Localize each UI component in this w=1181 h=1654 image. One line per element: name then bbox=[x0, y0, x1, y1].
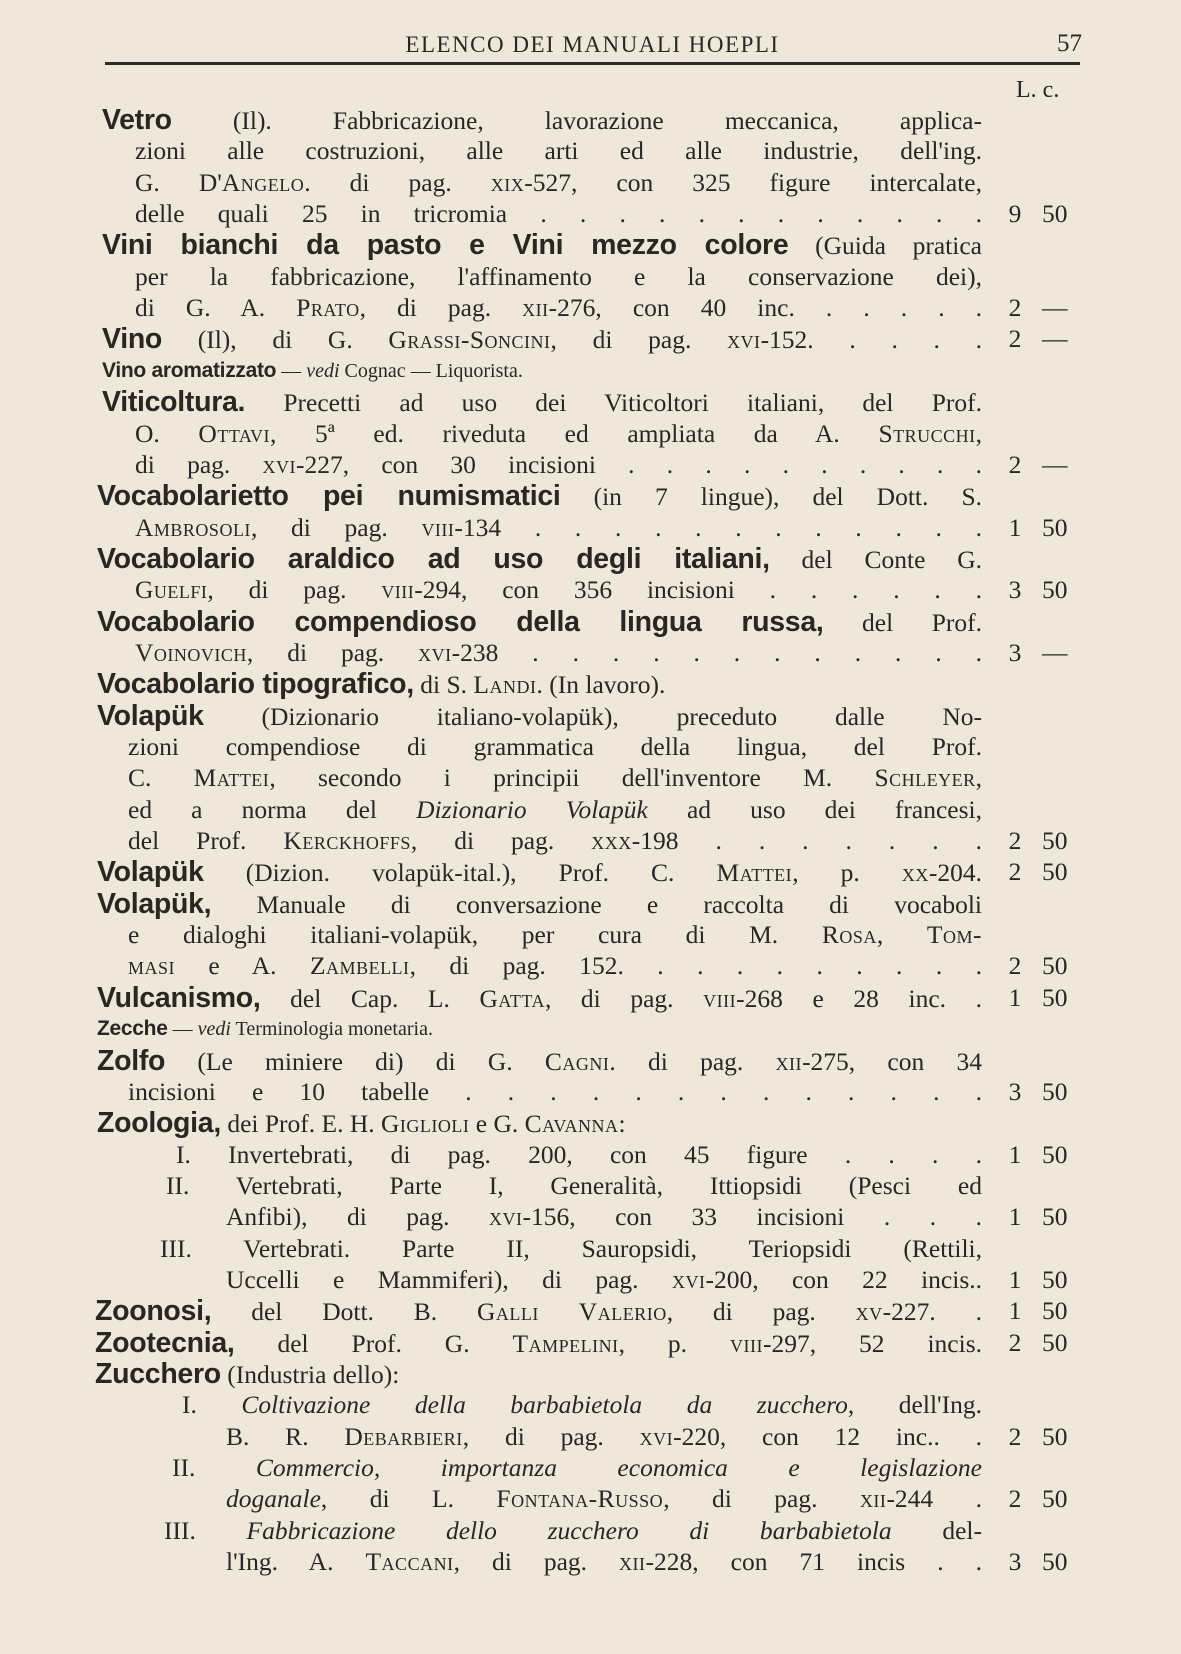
entry-heading: Vocabolario araldico ad uso degli italiani, bbox=[97, 542, 770, 575]
catalog-line bbox=[135, 637, 982, 669]
author-name: viii bbox=[421, 512, 455, 542]
price-centesimi: 50 bbox=[1042, 826, 1068, 856]
entry-text: Uccelli e Mammiferi), di pag. bbox=[226, 1264, 672, 1294]
entry-text: , di pag. bbox=[550, 325, 728, 355]
catalog-line bbox=[95, 1327, 982, 1359]
catalog-line bbox=[97, 1045, 982, 1077]
entry-heading: Zootecnia, bbox=[95, 1326, 235, 1359]
price-centesimi: 50 bbox=[1042, 857, 1068, 887]
author-name: viii bbox=[381, 575, 415, 605]
catalog-line bbox=[95, 1358, 399, 1390]
entry-text: ad uso dei francesi, bbox=[647, 794, 982, 824]
entry-text: G. D' bbox=[135, 167, 222, 197]
page-header bbox=[105, 28, 1080, 65]
price-centesimi: 50 bbox=[1042, 1327, 1068, 1357]
entry-text: -244 . bbox=[886, 1484, 982, 1514]
entry-heading: Zoologia, bbox=[97, 1107, 221, 1140]
entry-heading: Vulcanismo, bbox=[97, 981, 261, 1014]
author-name: Zambelli bbox=[309, 951, 410, 981]
author-name: masi bbox=[128, 951, 176, 981]
catalog-line bbox=[135, 261, 982, 293]
catalog-line bbox=[102, 104, 982, 136]
price-lire: 2 bbox=[1008, 293, 1022, 323]
catalog-line bbox=[135, 418, 982, 450]
entry-heading: Zolfo bbox=[97, 1044, 166, 1077]
catalog-line bbox=[135, 135, 982, 167]
entry-text: del Prof. bbox=[823, 607, 982, 637]
entry-text: (Industria dello): bbox=[220, 1360, 400, 1389]
author-name: Tampelini bbox=[512, 1328, 619, 1358]
entry-text: , di pag. 152. . . . . . . . . . bbox=[409, 951, 982, 981]
author-name: xix bbox=[490, 167, 525, 197]
entry-text: -152. . . . . bbox=[760, 325, 982, 355]
entry-text: -228, con 71 incis . . bbox=[645, 1547, 982, 1577]
price-centesimi: 50 bbox=[1042, 1296, 1068, 1326]
entry-text: , di pag. bbox=[453, 1547, 620, 1577]
entry-heading: Volapük, bbox=[97, 887, 212, 920]
price-lire: 1 bbox=[1008, 1264, 1022, 1294]
author-name: Strucchi bbox=[878, 418, 976, 448]
entry-text: , di pag. bbox=[359, 293, 523, 323]
entry-text: -294, con 356 incisioni . . . . . . bbox=[414, 575, 982, 605]
entry-text: (Dizionario italiano-volapük), preceduto dalle No- bbox=[203, 701, 982, 731]
author-name: Guelfi bbox=[135, 575, 208, 605]
entry-text: -227, con 30 incisioni . . . . . . . . . . bbox=[296, 449, 982, 479]
entry-heading: Volapük bbox=[97, 856, 204, 889]
entry-text: , di pag. bbox=[663, 1484, 860, 1514]
author-name: xvi bbox=[262, 449, 296, 479]
italic-text: Coltivazione della barbabietola da zucchero bbox=[241, 1390, 848, 1420]
catalog-line bbox=[97, 700, 982, 732]
entry-text: II. Vertebrati, Parte I, Generalità, Ittiopsidi (Pesci ed bbox=[166, 1170, 982, 1200]
entry-text: di G. A. bbox=[135, 293, 297, 323]
price-lire: 2 bbox=[1008, 826, 1022, 856]
catalog-line bbox=[128, 919, 982, 951]
entry-text: , dell'Ing. bbox=[847, 1390, 982, 1420]
author-name: Cagni bbox=[544, 1046, 610, 1076]
catalog-line bbox=[135, 292, 982, 324]
catalog-line bbox=[226, 1546, 982, 1578]
catalog-line bbox=[95, 1295, 982, 1327]
entry-text: delle quali 25 in tricromia . . . . . . . . . . . . bbox=[135, 199, 982, 229]
entry-heading: Vocabolario compendioso della lingua russa, bbox=[97, 605, 824, 638]
author-name: Ambrosoli bbox=[135, 512, 251, 542]
entry-heading: Vocabolarietto pei numismatici bbox=[97, 480, 561, 513]
author-name: Voinovich bbox=[135, 637, 247, 667]
price-centesimi: 50 bbox=[1042, 1484, 1068, 1514]
entry-text: C. bbox=[128, 763, 194, 793]
author-name: xxx bbox=[591, 826, 632, 856]
entry-text: (in 7 lingue), del Dott. S. bbox=[560, 482, 982, 512]
price-centesimi: 50 bbox=[1042, 1421, 1068, 1451]
entry-text: -220, con 12 inc.. . bbox=[673, 1421, 982, 1451]
entry-text: del Dott. B. bbox=[211, 1297, 477, 1327]
entry-text: II. bbox=[172, 1453, 256, 1483]
entry-text: dei Prof. E. H. bbox=[220, 1109, 382, 1139]
catalog-line bbox=[97, 480, 982, 512]
entry-text: . (In lavoro). bbox=[536, 670, 666, 700]
price-centesimi: — bbox=[1042, 449, 1068, 479]
entry-text: -276, con 40 inc. . . . . . bbox=[548, 293, 982, 323]
price-lire: 2 bbox=[1008, 951, 1022, 981]
catalog-line bbox=[226, 1201, 982, 1233]
entry-text: , di pag. bbox=[544, 983, 704, 1013]
entry-text: -134 . . . . . . . . . . . . bbox=[454, 512, 982, 542]
catalog-line bbox=[97, 982, 982, 1014]
catalog-line bbox=[128, 825, 982, 857]
entry-text: , p. bbox=[792, 858, 902, 888]
entry-text: , secondo i principii dell'inventore M. bbox=[269, 763, 875, 793]
entry-heading: Volapük bbox=[97, 699, 204, 732]
entry-text: , bbox=[975, 418, 982, 448]
author-name: Taccani bbox=[365, 1547, 454, 1577]
author-name: Ottavi bbox=[198, 418, 271, 448]
catalog-line bbox=[97, 668, 665, 700]
price-lire: 1 bbox=[1008, 1202, 1022, 1232]
entry-text: I. bbox=[182, 1390, 242, 1420]
price-lire: 3 bbox=[1008, 575, 1022, 605]
entry-text: incisioni e 10 tabelle . . . . . . . . . . . . . bbox=[128, 1076, 982, 1106]
price-centesimi: 50 bbox=[1042, 1264, 1068, 1294]
entry-text: : bbox=[618, 1109, 626, 1139]
price-lire: 1 bbox=[1008, 512, 1022, 542]
italic-text: Fabbricazione dello zucchero di barbabietola bbox=[246, 1515, 892, 1545]
author-name: viii bbox=[729, 1328, 763, 1358]
catalog-line bbox=[97, 1013, 433, 1045]
price-lire: 2 bbox=[1008, 1327, 1022, 1357]
price-centesimi: 50 bbox=[1042, 512, 1068, 542]
author-name: xvi bbox=[489, 1202, 523, 1232]
author-name: Kerckhoffs bbox=[283, 826, 411, 856]
currency-column-label: L. c. bbox=[1016, 77, 1060, 103]
author-name: Mattei bbox=[193, 763, 270, 793]
entry-text: -238 . . . . . . . . . . . . bbox=[451, 637, 982, 667]
author-name: Tom- bbox=[926, 920, 982, 950]
entry-text: O. bbox=[135, 418, 199, 448]
author-name: Cavanna bbox=[524, 1109, 619, 1139]
price-lire: 2 bbox=[1008, 1484, 1022, 1514]
italic-text: vedi bbox=[306, 359, 340, 382]
catalog-line bbox=[182, 1389, 982, 1421]
entry-text: -297, 52 incis. bbox=[762, 1328, 982, 1358]
entry-heading: Vino aromatizzato bbox=[102, 358, 277, 382]
entry-heading: Zecche bbox=[97, 1017, 168, 1041]
entry-text: Manuale di conversazione e raccolta di vocaboli bbox=[211, 889, 982, 919]
catalog-line bbox=[102, 386, 982, 418]
author-name: Mattei bbox=[716, 858, 793, 888]
author-name: Rosa bbox=[821, 920, 877, 950]
catalog-line bbox=[164, 1515, 982, 1547]
entry-heading: Vetro bbox=[102, 104, 172, 136]
entry-text: , bbox=[975, 763, 982, 793]
price-centesimi: 50 bbox=[1042, 199, 1068, 229]
entry-text: del- bbox=[891, 1515, 982, 1545]
entry-text: (Guida pratica bbox=[788, 231, 982, 261]
catalog-line bbox=[97, 543, 982, 575]
author-name: xii bbox=[522, 293, 549, 323]
entry-text: -156, con 33 incisioni . . . bbox=[522, 1202, 982, 1232]
price-centesimi: 50 bbox=[1042, 1139, 1068, 1169]
entry-heading: Vino bbox=[102, 323, 163, 356]
catalog-line bbox=[226, 1483, 982, 1515]
price-lire: 3 bbox=[1008, 1076, 1022, 1106]
price-lire: 9 bbox=[1008, 199, 1022, 229]
italic-text: Dizionario Volapük bbox=[416, 794, 648, 824]
catalog-line bbox=[226, 1264, 982, 1296]
author-name: Schleyer bbox=[874, 763, 976, 793]
entry-text: . di pag. bbox=[609, 1046, 776, 1076]
entry-text: -200, con 22 incis.. bbox=[705, 1264, 982, 1294]
catalog-line bbox=[102, 323, 982, 355]
price-lire: 2 bbox=[1008, 1421, 1022, 1451]
price-centesimi: 50 bbox=[1042, 1547, 1068, 1577]
author-name: xx bbox=[901, 858, 929, 888]
entry-text: -227. . bbox=[882, 1297, 982, 1327]
entry-heading: Vocabolario tipografico, bbox=[97, 668, 414, 701]
author-name: xvi bbox=[418, 637, 452, 667]
catalog-line bbox=[135, 167, 982, 199]
price-lire: 3 bbox=[1008, 1547, 1022, 1577]
entry-text: del Prof. G. bbox=[234, 1328, 513, 1358]
price-centesimi: 50 bbox=[1042, 575, 1068, 605]
entry-text: di pag. bbox=[135, 449, 263, 479]
entry-heading: Zoonosi, bbox=[95, 1295, 212, 1328]
entry-text: -527, con 325 figure intercalate, bbox=[524, 167, 982, 197]
running-title: ELENCO DEI MANUALI HOEPLI bbox=[405, 32, 780, 57]
entry-text: (Il). Fabbricazione, lavorazione meccanica, applica- bbox=[171, 106, 982, 135]
entry-text: e A. bbox=[175, 951, 310, 981]
author-name: Landi bbox=[473, 670, 537, 700]
author-name: xv bbox=[855, 1297, 883, 1327]
price-centesimi: 50 bbox=[1042, 1076, 1068, 1106]
entry-text: (Le miniere di) di G. bbox=[165, 1046, 545, 1076]
entry-text: di S. bbox=[413, 670, 474, 700]
catalog-line bbox=[226, 1421, 982, 1453]
catalog-line bbox=[128, 731, 982, 763]
entry-text: l'Ing. A. bbox=[226, 1547, 366, 1577]
entry-text: , di pag. bbox=[246, 637, 419, 667]
italic-text: vedi bbox=[197, 1018, 231, 1041]
author-name: xii bbox=[775, 1046, 803, 1076]
entry-text: Terminologia monetaria. bbox=[230, 1018, 433, 1041]
entry-text: -275, con 34 bbox=[802, 1046, 982, 1076]
catalog-line bbox=[135, 512, 982, 544]
author-name: Gatta bbox=[479, 983, 545, 1013]
author-name: Prato bbox=[296, 293, 360, 323]
entry-heading: Zucchero bbox=[95, 1358, 221, 1390]
entry-text: ed a norma del bbox=[128, 794, 417, 824]
entry-text: -198 . . . . . . . bbox=[631, 826, 982, 856]
author-name: viii bbox=[703, 983, 737, 1013]
catalog-line bbox=[128, 950, 982, 982]
entry-text: , di L. bbox=[320, 1484, 497, 1514]
entry-text: III. bbox=[164, 1515, 247, 1545]
price-lire: 1 bbox=[1008, 982, 1022, 1012]
entry-text: del Cap. L. bbox=[260, 983, 480, 1013]
entry-text: , p. bbox=[618, 1328, 730, 1358]
author-name: Fontana-Russo bbox=[496, 1484, 664, 1514]
catalog-line bbox=[135, 449, 982, 481]
price-lire: 2 bbox=[1008, 324, 1022, 354]
entry-text: (Il), di G. bbox=[162, 325, 389, 355]
entry-text: B. R. bbox=[226, 1421, 345, 1451]
catalog-line bbox=[135, 198, 982, 230]
price-lire: 2 bbox=[1008, 449, 1022, 479]
entry-text: , di pag. bbox=[666, 1297, 856, 1327]
author-name: Galli Valerio bbox=[477, 1297, 667, 1327]
price-centesimi: — bbox=[1042, 293, 1068, 323]
entry-text: — bbox=[276, 359, 307, 382]
author-name: Giglioli bbox=[381, 1109, 470, 1139]
entry-text: Anfibi), di pag. bbox=[226, 1202, 490, 1232]
catalog-line bbox=[128, 1076, 982, 1108]
entry-text: del Prof. bbox=[128, 826, 284, 856]
catalog-line bbox=[135, 574, 982, 606]
price-centesimi: 50 bbox=[1042, 951, 1068, 981]
price-lire: 1 bbox=[1008, 1296, 1022, 1326]
entry-text: del Conte G. bbox=[769, 544, 982, 574]
catalog-line bbox=[97, 888, 982, 920]
catalog-line bbox=[160, 1233, 982, 1265]
catalog-line bbox=[102, 229, 982, 261]
entry-text: -204. bbox=[928, 858, 982, 888]
entry-heading: Viticoltura. bbox=[102, 386, 246, 419]
author-name: Angelo bbox=[221, 167, 305, 197]
price-centesimi: 50 bbox=[1042, 1202, 1068, 1232]
entry-text: (Dizion. volapük-ital.), Prof. C. bbox=[203, 858, 717, 888]
catalog-line bbox=[166, 1170, 982, 1202]
page-number: 57 bbox=[1057, 30, 1082, 57]
entry-text: zioni alle costruzioni, alle arti ed alle industrie, dell'ing. bbox=[135, 136, 982, 166]
entry-text: . di pag. bbox=[304, 167, 491, 197]
catalog-line bbox=[128, 762, 982, 794]
italic-text: doganale bbox=[226, 1484, 321, 1514]
entry-text: , di pag. bbox=[410, 826, 592, 856]
entry-text: , di pag. bbox=[462, 1421, 640, 1451]
author-name: xvi bbox=[727, 325, 761, 355]
catalog-line bbox=[97, 1107, 626, 1139]
price-centesimi: 50 bbox=[1042, 982, 1068, 1012]
entry-heading: Vini bianchi da pasto e Vini mezzo colore bbox=[102, 229, 789, 262]
entry-text: Cognac — Liquorista. bbox=[339, 359, 523, 382]
entry-text: I. Invertebrati, di pag. 200, con 45 figure . . . . bbox=[176, 1139, 982, 1169]
catalog-line bbox=[102, 355, 523, 387]
catalog-line bbox=[128, 794, 982, 826]
author-name: Grassi-Soncini bbox=[388, 325, 551, 355]
entry-text: III. Vertebrati. Parte II, Sauropsidi, Teriopsidi (Rettili, bbox=[160, 1233, 982, 1263]
author-name: xvi bbox=[671, 1264, 706, 1294]
entry-text: , di pag. bbox=[250, 512, 422, 542]
entry-text: , di pag. bbox=[207, 575, 382, 605]
entry-text: Precetti ad uso dei Viticoltori italiani, del Prof. bbox=[245, 388, 982, 418]
price-centesimi: — bbox=[1042, 324, 1068, 354]
entry-text: zioni compendiose di grammatica della lingua, del Prof. bbox=[128, 732, 982, 761]
entry-text: , bbox=[876, 920, 927, 950]
entry-text: per la fabbricazione, l'affinamento e la conservazione dei), bbox=[135, 261, 982, 291]
price-centesimi: — bbox=[1042, 637, 1068, 667]
catalog-line bbox=[176, 1139, 982, 1171]
author-name: Debarbieri bbox=[344, 1421, 463, 1451]
entry-text: , 5ª ed. riveduta ed ampliata da A. bbox=[270, 418, 879, 448]
italic-text: Commercio, importanza economica e legislazione bbox=[255, 1453, 982, 1483]
catalog-line bbox=[97, 606, 982, 638]
entry-text: -268 e 28 inc. . bbox=[736, 983, 982, 1013]
price-lire: 2 bbox=[1008, 857, 1022, 887]
author-name: xii bbox=[619, 1547, 646, 1577]
author-name: xii bbox=[859, 1484, 887, 1514]
catalog-line bbox=[97, 856, 982, 888]
entry-text: e dialoghi italiani-volapük, per cura di M. bbox=[128, 920, 822, 950]
entry-text: — bbox=[167, 1018, 198, 1041]
author-name: xvi bbox=[639, 1421, 674, 1451]
price-lire: 3 bbox=[1008, 637, 1022, 667]
price-lire: 1 bbox=[1008, 1139, 1022, 1169]
catalog-line bbox=[172, 1452, 982, 1484]
entry-text: e G. bbox=[469, 1109, 525, 1139]
